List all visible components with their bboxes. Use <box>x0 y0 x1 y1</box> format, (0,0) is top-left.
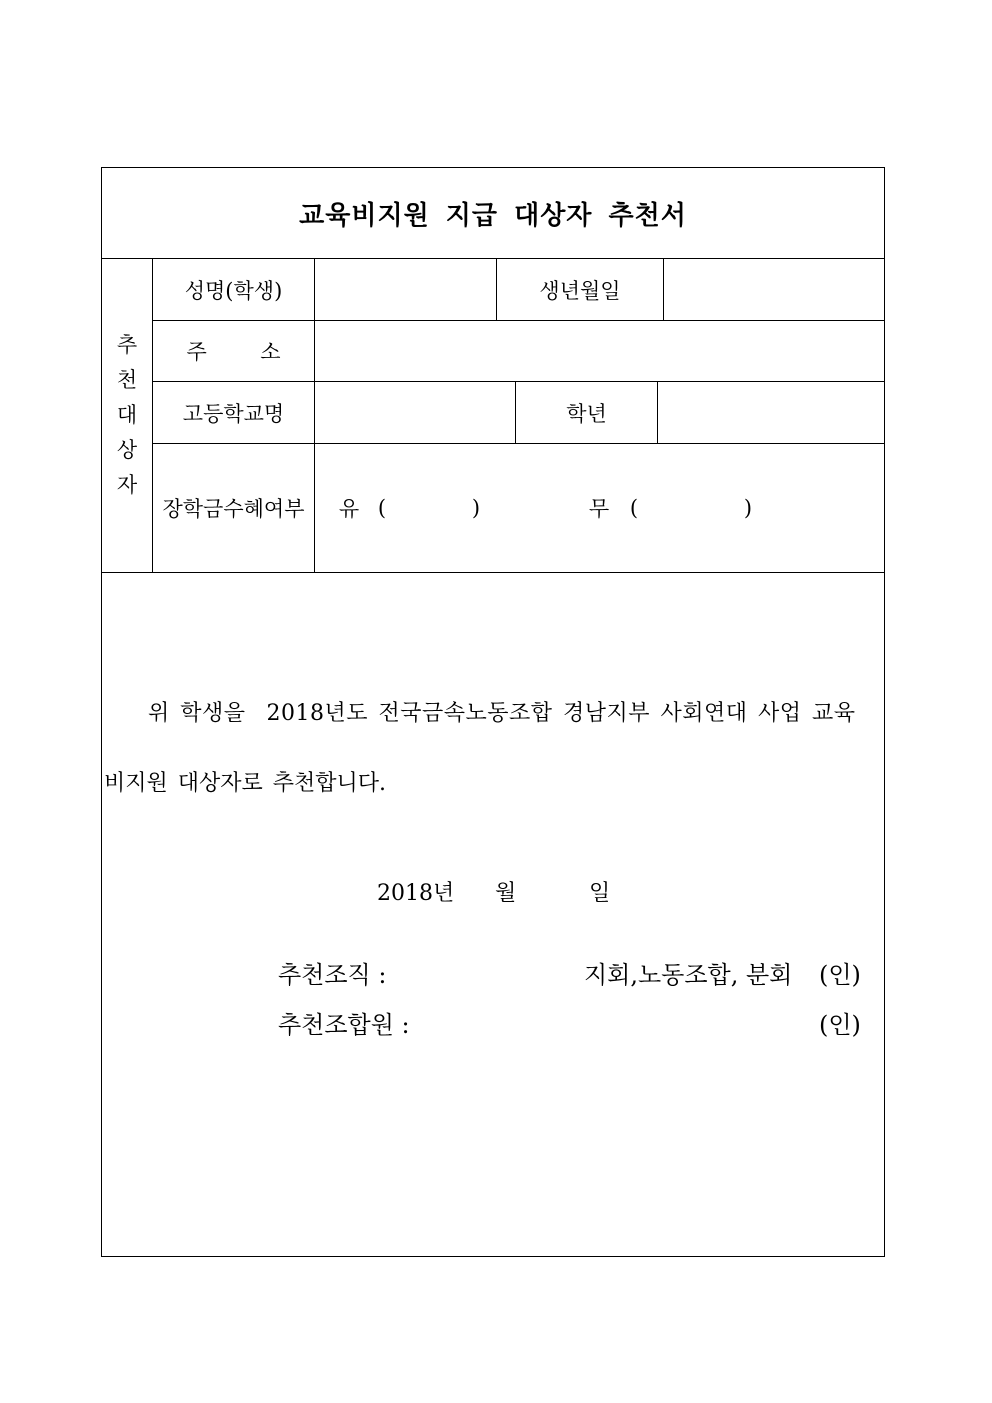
statement-line-2: 비지원 대상자로 추천합니다. <box>104 771 387 796</box>
school-field[interactable] <box>315 382 515 443</box>
org-value: 지회,노동조합, 분회 <box>584 961 793 989</box>
name-field[interactable] <box>315 259 496 320</box>
address-field[interactable] <box>315 321 884 381</box>
side-label-char: 상 <box>116 438 138 462</box>
statement-line-1: 위 학생을 2018년도 전국금속노동조합 경남지부 사회연대 사업 교육 <box>148 701 856 726</box>
date-year: 2018년 <box>377 881 455 906</box>
birth-label: 생년월일 <box>539 278 621 303</box>
no-close-paren: ) <box>743 496 753 520</box>
no-label: 무 <box>588 497 610 521</box>
date-month: 월 <box>495 881 517 906</box>
yes-label: 유 <box>338 497 360 521</box>
school-label: 고등학교명 <box>182 401 285 426</box>
address-label: 주 소 <box>186 340 281 364</box>
no-checkbox[interactable] <box>644 464 740 552</box>
side-label-char: 추 <box>116 333 138 357</box>
side-label-char: 천 <box>116 368 138 392</box>
org-seal: (인) <box>819 961 861 989</box>
grid-line <box>102 572 884 573</box>
yes-checkbox[interactable] <box>392 464 468 552</box>
name-label: 성명(학생) <box>184 278 283 303</box>
recommendation-form <box>101 167 885 1257</box>
scholarship-label: 장학금수혜여부 <box>162 497 305 521</box>
side-label <box>102 328 152 503</box>
birth-field[interactable] <box>664 259 884 320</box>
member-label: 추천조합원 : <box>278 1011 410 1039</box>
no-open-paren: ( <box>629 496 639 520</box>
grade-field[interactable] <box>658 382 884 443</box>
yes-open-paren: ( <box>377 496 387 520</box>
org-label: 추천조직 : <box>278 961 387 989</box>
date-day: 일 <box>589 881 611 906</box>
yes-close-paren: ) <box>471 496 481 520</box>
side-label-char: 대 <box>116 403 138 427</box>
grade-label: 학년 <box>566 401 607 426</box>
side-label-char: 자 <box>116 473 138 497</box>
form-title: 교육비지원 지급 대상자 추천서 <box>299 200 687 231</box>
member-seal: (인) <box>819 1011 861 1039</box>
